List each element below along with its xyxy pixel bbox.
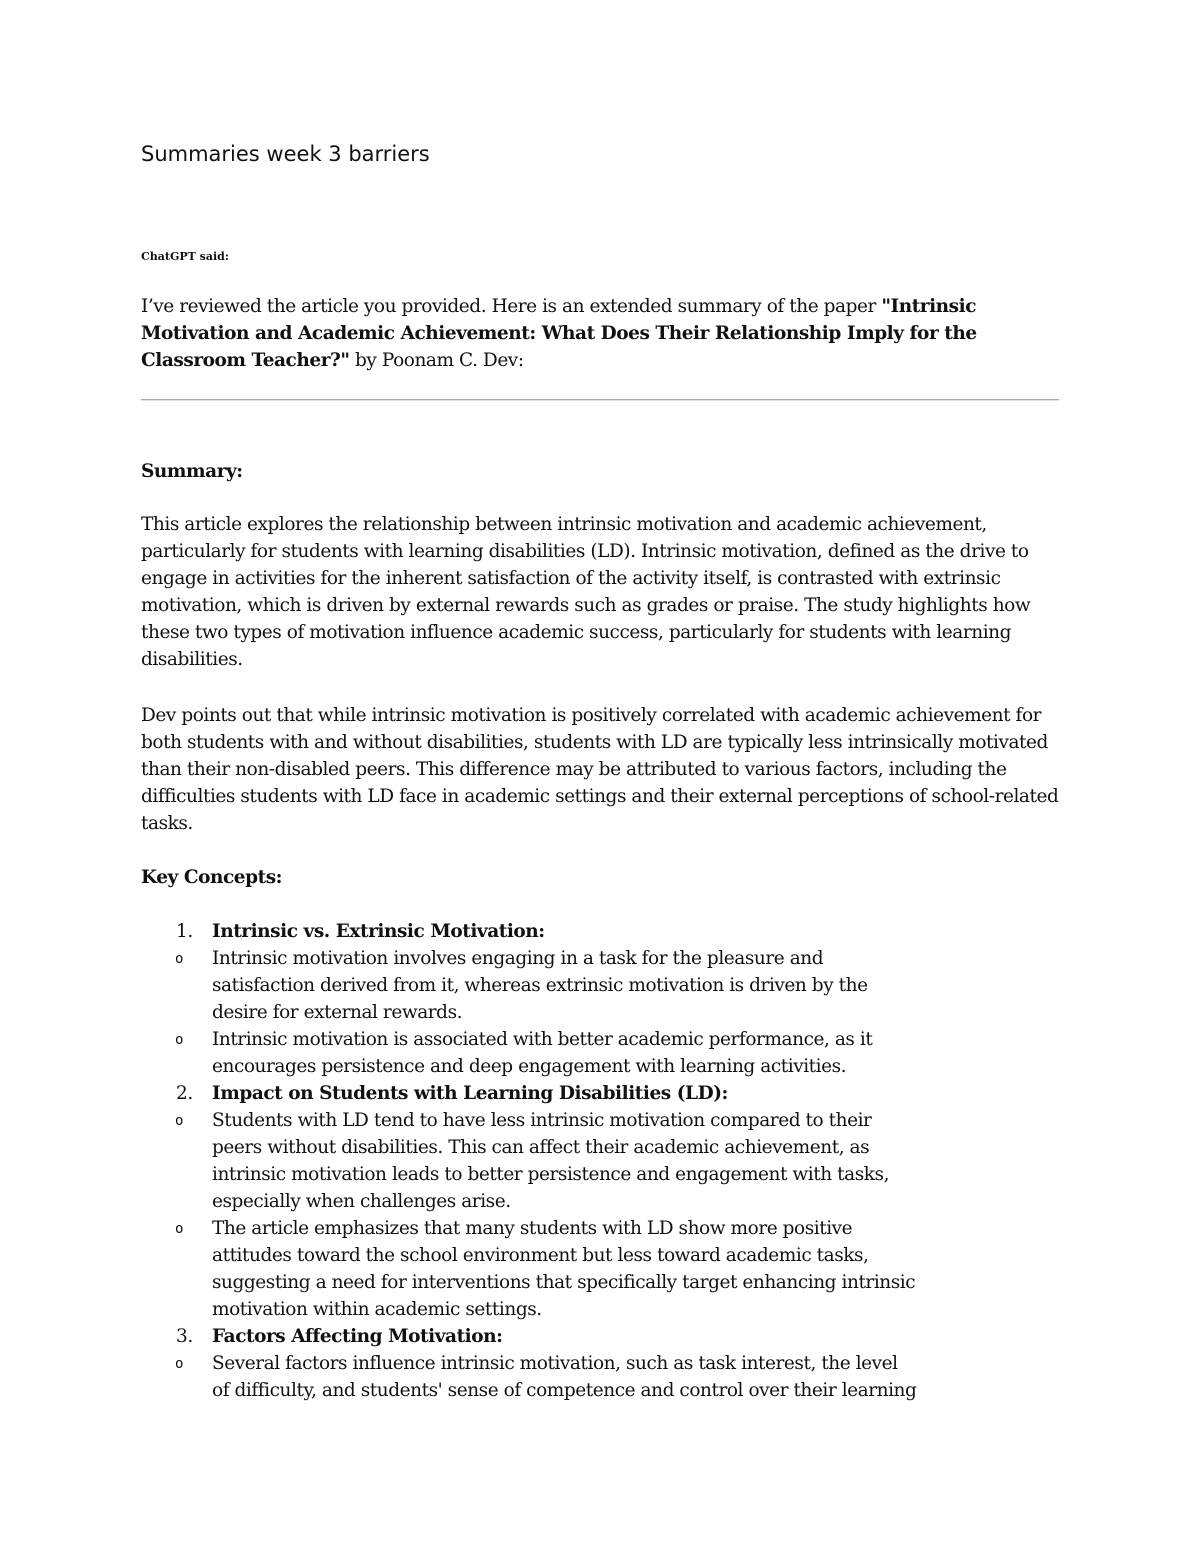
horizontal-rule <box>141 399 1059 401</box>
concept-number: 2. <box>176 1083 193 1104</box>
concept-point-text: The article emphasizes that many students with LD show more positive attitudes toward the school environment but less toward academic tasks, suggesting a need for interventions that specifically target enhancing intrinsic motivation within academic settings. <box>212 1218 916 1320</box>
concept-point-text: Several factors influence intrinsic motivation, such as task interest, the level of difficulty, and students' sense of competence and control over their learning <box>212 1353 917 1401</box>
concept-point-text: Intrinsic motivation is associated with better academic performance, as it encourages persistence and deep engagement with learning activities. <box>212 1029 873 1077</box>
intro-lead: I’ve reviewed the article you provided. Here is an extended summary of the paper <box>141 296 882 317</box>
key-concepts-list <box>141 918 1061 1404</box>
concept-title: Impact on Students with Learning Disabilities (LD): <box>212 1083 728 1104</box>
concept-point-text: Intrinsic motivation involves engaging in a task for the pleasure and satisfaction derived from it, whereas extrinsic motivation is driven by the desire for external rewards. <box>212 948 868 1023</box>
concept-item <box>141 1323 1061 1404</box>
summary-heading: Summary: <box>141 461 243 482</box>
concept-title: Intrinsic vs. Extrinsic Motivation: <box>212 921 545 942</box>
intro-tail: by Poonam C. Dev: <box>349 350 524 371</box>
key-concepts-heading: Key Concepts: <box>141 867 283 888</box>
document-title: Summaries week 3 barriers <box>141 142 430 166</box>
concept-point <box>141 945 917 1026</box>
concept-item <box>141 918 1061 1080</box>
concept-number: 3. <box>176 1326 193 1347</box>
concept-points <box>175 1107 1061 1323</box>
paper-title: "Intrinsic Motivation and Academic Achievement: What Does Their Relationship Imply for the Classroom Teacher?" <box>141 296 977 371</box>
concept-points <box>175 945 1061 1080</box>
intro-paragraph <box>141 293 1061 374</box>
speaker-label: ChatGPT said: <box>141 250 229 263</box>
concept-point <box>141 1215 917 1323</box>
concept-number: 1. <box>176 921 193 942</box>
summary-paragraph-1: This article explores the relationship between intrinsic motivation and academic achievement, particularly for students with learning disabilities (LD). Intrinsic motivation, defined as the drive to engage in activities for the inherent satisfaction of the activity itself, is contrasted with extrinsic motivation, which is driven by external rewards such as grades or praise. The study highlights how these two types of motivation influence academic success, particularly for students with learning disabilities. <box>141 514 1031 670</box>
concept-point <box>141 1350 917 1404</box>
bullet-icon: o <box>175 951 184 967</box>
concept-point-text: Students with LD tend to have less intrinsic motivation compared to their peers without disabilities. This can affect their academic achievement, as intrinsic motivation leads to better persistence and engagement with tasks, especially when challenges arise. <box>212 1110 890 1212</box>
concept-title: Factors Affecting Motivation: <box>212 1326 503 1347</box>
summary-paragraph-2: Dev points out that while intrinsic motivation is positively correlated with academic achievement for both students with and without disabilities, students with LD are typically less intrinsically motivated than their non-disabled peers. This difference may be attributed to various factors, including the difficulties students with LD face in academic settings and their external perceptions of school-related tasks. <box>141 705 1059 834</box>
bullet-icon: o <box>175 1113 184 1129</box>
bullet-icon: o <box>175 1221 184 1237</box>
concept-item <box>141 1080 1061 1323</box>
bullet-icon: o <box>175 1356 184 1372</box>
concept-point <box>141 1107 917 1215</box>
concept-point <box>141 1026 917 1080</box>
bullet-icon: o <box>175 1032 184 1048</box>
concept-points <box>175 1350 1061 1404</box>
